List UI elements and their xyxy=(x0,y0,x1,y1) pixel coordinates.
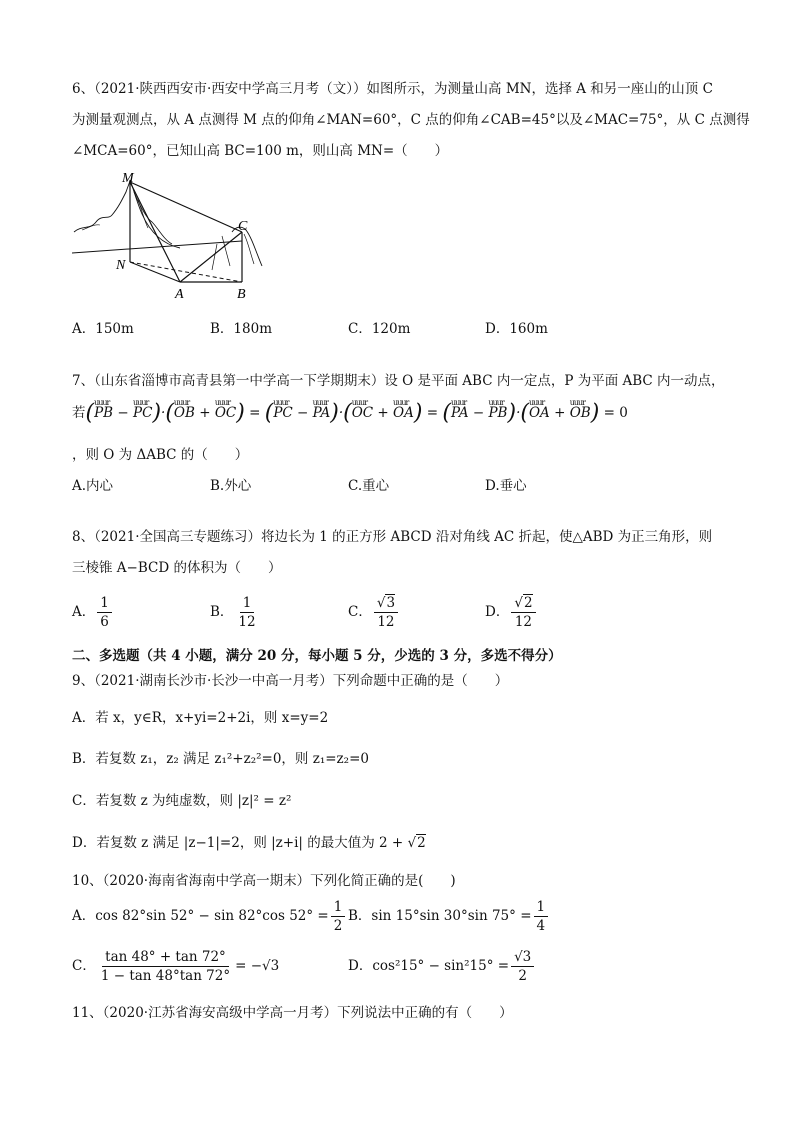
mountain-figure xyxy=(72,170,272,305)
q6-stem-line3: ∠MCA=60°，已知山高 BC=100 m，则山高 MN=（ ） xyxy=(72,143,449,159)
q7-option-c: C.重心 xyxy=(348,478,390,494)
label-C: C xyxy=(238,219,248,234)
q10-option-c: C． $\frac{\tan 48^\circ + \tan 72^\circ}{1 - \tan 48^\circ\tan 72^\circ}$ = −√3 xyxy=(72,949,280,984)
q9-option-a: A．若 x，y∈R，x+yi=2+2i，则 x=y=2 xyxy=(72,710,329,726)
q10-stem: 10、（2020·海南省海南中学高一期末）下列化简正确的是( ) xyxy=(72,873,456,889)
q7-option-a: A.内心 xyxy=(72,478,114,494)
q6-option-d: D．160m xyxy=(485,321,548,337)
q11-stem: 11、（2020·江苏省海安高级中学高一月考）下列说法中正确的有（ ） xyxy=(72,1005,513,1021)
left-mountain-outline xyxy=(74,180,180,248)
label-M: M xyxy=(122,171,134,186)
q10-option-d: D．cos²15° − sin²15° = $\frac{√3}{2}$ xyxy=(348,948,536,985)
q6-stem-line1: 6、（2021·陕西西安市·西安中学高三月考（文））如图所示，为测量山高 MN，选择 A 和另一座山的山顶 C xyxy=(72,81,713,97)
q6-stem-line2: 为测量观测点，从 A 点测得 M 点的仰角∠MAN=60°，C 点的仰角∠CAB=45°以及∠MAC=75°，从 C 点测得 xyxy=(72,112,750,128)
q9-stem: 9、（2021·湖南长沙市·长沙一中高一月考）下列命题中正确的是（ ） xyxy=(72,673,509,689)
segment-NB-dashed xyxy=(130,262,242,282)
q7-option-d: D.垂心 xyxy=(485,478,527,494)
q8-option-d: D． $\frac{√2}{12}$ xyxy=(485,594,538,631)
q8-stem-line2: 三棱锥 A−BCD 的体积为（ ） xyxy=(72,560,282,576)
q7-vector-equation: 若(uuur PB − uuur PC)·(uuur OB + uuur OC) = (uuur PC − uuur PA)·(uuur OC + uuur OA) = (uuur PA − uuur PB)·(uuur OA + uuur OB) = 0 xyxy=(72,404,628,423)
q9-option-d: D．若复数 z 满足 |z−1|=2，则 |z+i| 的最大值为 2 + √2 xyxy=(72,835,426,851)
q7-stem-line3: ，则 O 为 ΔABC 的（ ） xyxy=(72,447,249,463)
segment-NA xyxy=(130,262,180,282)
segment-AC xyxy=(180,232,242,282)
q10-option-a: A．cos 82°sin 52° − sin 82°cos 52° = $\frac{1}{2}$ xyxy=(72,898,347,935)
q10-option-b: B．sin 15°sin 30°sin 75° = $\frac{1}{4}$ xyxy=(348,898,550,935)
q6-option-c: C．120m xyxy=(348,321,411,337)
q8-option-b: B． $\frac{1}{12}$ xyxy=(210,595,256,630)
q8-option-a: A． $\frac{1}{6}$ xyxy=(72,594,114,631)
q6-option-a: A．150m xyxy=(72,321,134,337)
q7-stem-line1: 7、（山东省淄博市高青县第一中学高一下学期期末）设 O 是平面 ABC 内一定点，P 为平面 ABC 内一动点， xyxy=(72,373,725,389)
section-heading-multiple-choice: 二、多选题（共 4 小题，满分 20 分，每小题 5 分，少选的 3 分，多选不得分） xyxy=(72,648,562,664)
label-B: B xyxy=(237,287,246,302)
q9-option-c: C．若复数 z 为纯虚数，则 |z|² = z² xyxy=(72,793,292,809)
label-N: N xyxy=(116,258,126,273)
q8-option-c: C． $\frac{√3}{12}$ xyxy=(348,594,400,631)
q6-option-b: B．180m xyxy=(210,321,272,337)
label-A: A xyxy=(175,287,184,302)
q8-stem-line1: 8、（2021·全国高三专题练习）将边长为 1 的正方形 ABCD 沿对角线 AC 折起，使△ABD 为正三角形，则 xyxy=(72,529,713,545)
segment-MA xyxy=(130,182,180,282)
q7-option-b: B.外心 xyxy=(210,478,252,494)
q9-option-b: B．若复数 z₁，z₂ 满足 z₁²+z₂²=0，则 z₁=z₂=0 xyxy=(72,751,369,767)
